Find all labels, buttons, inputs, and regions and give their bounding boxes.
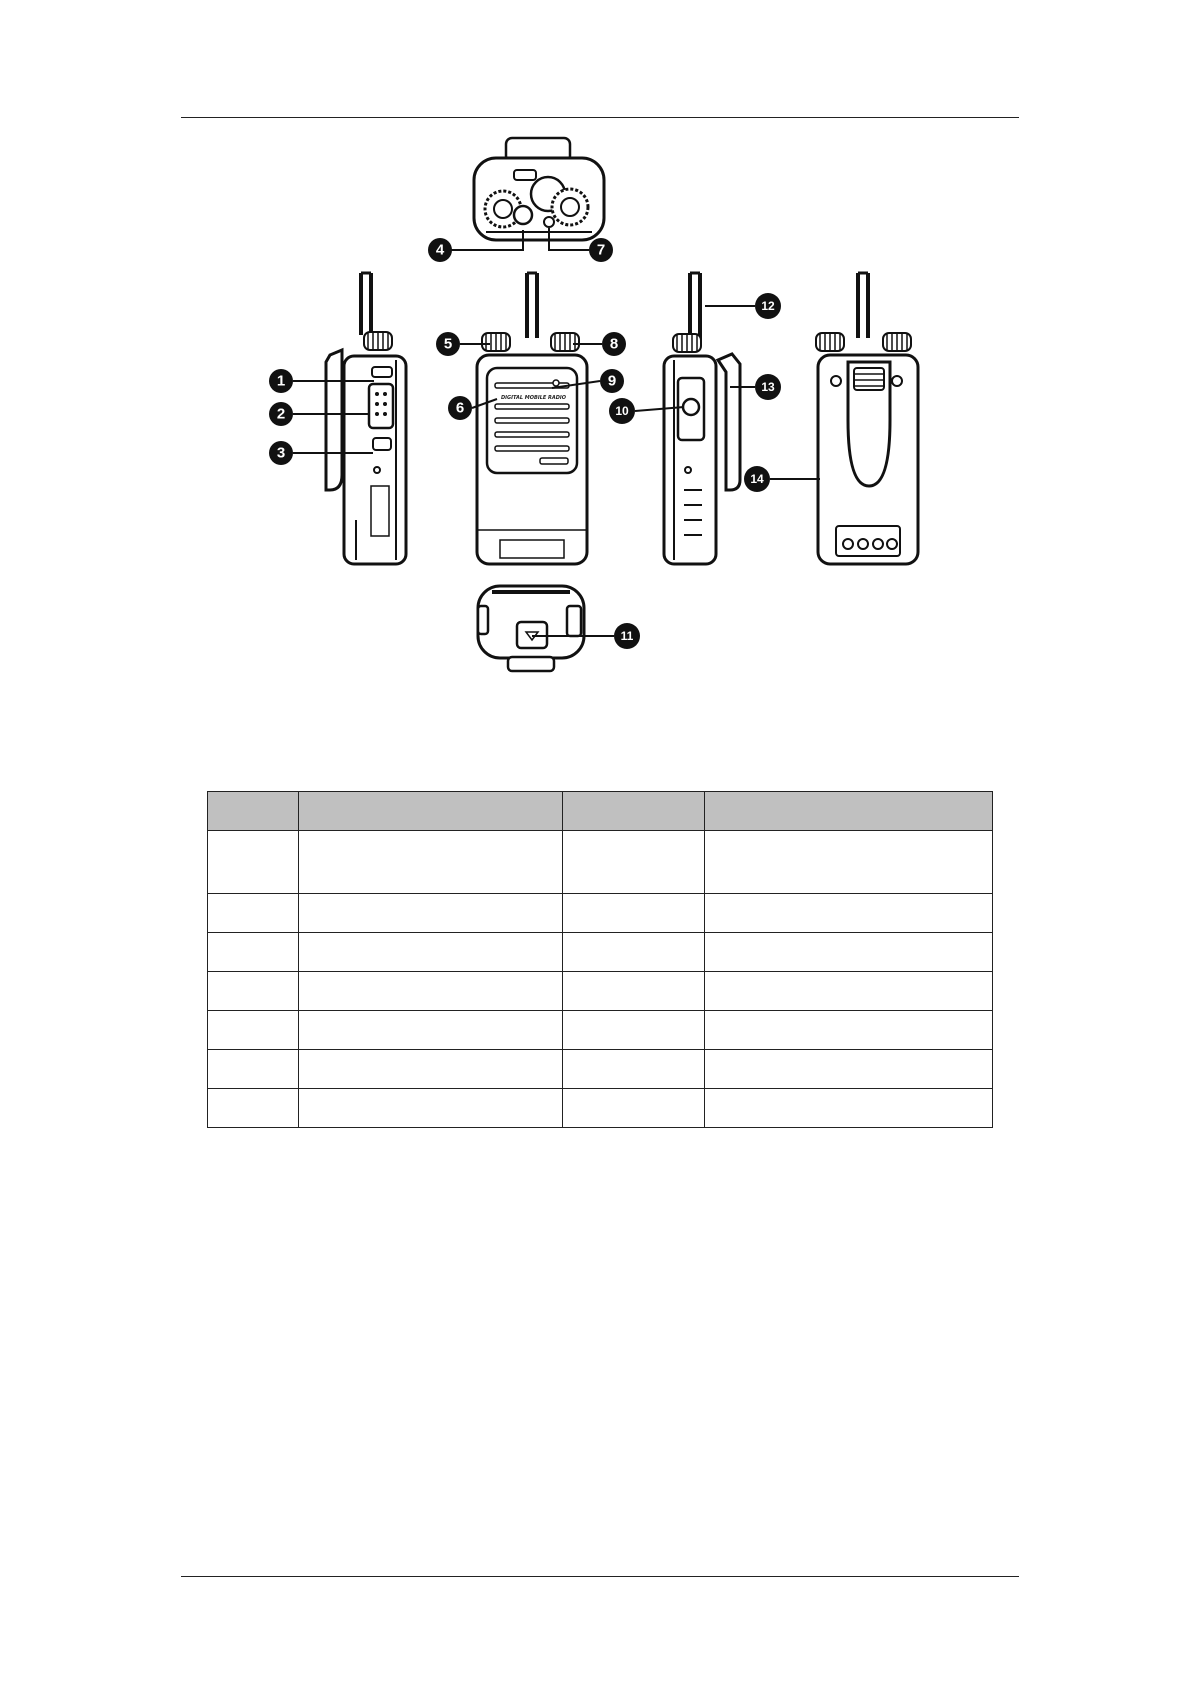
table-row [208,1011,993,1050]
callout-6 [448,396,472,420]
table-cell [298,1011,562,1050]
callout-12 [755,293,781,319]
table-cell [705,1011,993,1050]
callout-1 [269,369,293,393]
table-cell [208,1089,299,1128]
table-cell [208,933,299,972]
table-cell [562,972,705,1011]
callout-14-label: 14 [750,472,764,486]
callout-5-label: 5 [443,335,453,353]
callout-6-label: 6 [455,399,465,417]
radio-parts-figure [0,0,1190,700]
callout-3 [269,441,293,465]
header-cell [705,792,993,831]
table-cell [562,933,705,972]
table-cell [705,972,993,1011]
svg-text:DIGITAL MOBILE RADIO: DIGITAL MOBILE RADIO [501,395,567,401]
callout-2 [269,402,293,426]
callout-7-label: 7 [596,241,606,259]
callout-3-label: 3 [276,444,286,462]
table-cell [562,831,705,894]
radio-back-view [816,273,918,564]
table-cell [208,831,299,894]
footer-rule [181,1576,1019,1577]
table-cell [705,933,993,972]
table-cell [298,972,562,1011]
table-cell [705,894,993,933]
table-cell [208,894,299,933]
table-header-row [208,792,993,831]
callout-4-label: 4 [435,241,445,259]
radio-top-view [474,138,604,240]
table-cell [562,1089,705,1128]
table-cell [208,1050,299,1089]
header-cell [298,792,562,831]
callout-8 [602,332,626,356]
callout-9 [600,369,624,393]
table-row [208,1089,993,1128]
radio-bottom-view [478,586,584,671]
table-cell [562,1011,705,1050]
table-row [208,1050,993,1089]
table-row [208,831,993,894]
callout-8-label: 8 [609,335,619,353]
callout-14 [744,466,770,492]
table-row [208,972,993,1011]
callout-13-label: 13 [761,380,775,394]
table-cell [298,1089,562,1128]
callout-13 [755,374,781,400]
header-cell [208,792,299,831]
callout-2-label: 2 [276,405,286,423]
callout-11-label: 11 [620,629,634,643]
callout-4 [428,238,452,262]
radio-front-view [477,273,587,564]
header-cell [562,792,705,831]
table-cell [705,1050,993,1089]
table-cell [705,831,993,894]
callout-11 [614,623,640,649]
table-cell [298,894,562,933]
callout-10-label: 10 [615,404,629,418]
table-cell [562,894,705,933]
callout-10 [609,398,635,424]
table-cell [208,1011,299,1050]
callout-12-label: 12 [761,299,775,313]
callout-1-label: 1 [276,372,286,390]
table-row [208,933,993,972]
table-cell [298,831,562,894]
callout-7 [589,238,613,262]
table-row [208,894,993,933]
table-cell [298,933,562,972]
table-cell [705,1089,993,1128]
table-cell [208,972,299,1011]
radio-right-side-view [664,273,740,564]
parts-table [207,791,993,1128]
callout-9-label: 9 [607,372,617,390]
radio-left-side-view [326,273,406,564]
table-cell [562,1050,705,1089]
callout-5 [436,332,460,356]
table-cell [298,1050,562,1089]
